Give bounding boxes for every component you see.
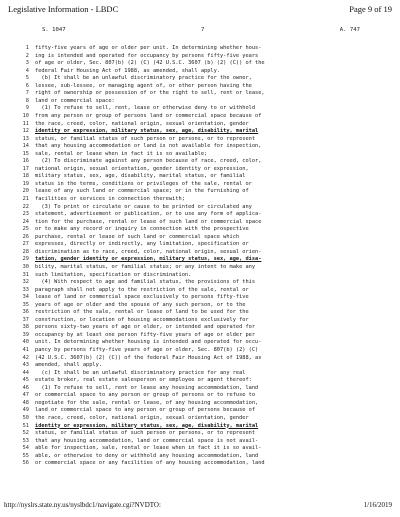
bill-text (17, 44, 379, 474)
line-number: 19 (22, 180, 29, 187)
line-number: 27 (22, 241, 29, 248)
line-text: occupancy by at least one person fifty-five years of age or older per (35, 331, 256, 338)
line-number: 52 (22, 430, 29, 437)
line-text: land or commercial space: (35, 97, 115, 104)
line-text: discrimination as to race, creed, color, national origin, sexual orien- (35, 248, 262, 255)
line-number: 25 (22, 226, 29, 233)
line-number: 30 (22, 263, 29, 270)
line-text: able for inspection, sale, rental or lease when in fact it is so avail- (35, 445, 262, 452)
line-text: able, or otherwise to deny or withhold any housing accommodation, land (35, 452, 259, 459)
line-number: 18 (22, 173, 29, 180)
page-count: Page 9 of 19 (349, 4, 392, 14)
line-number: 2 (25, 52, 29, 59)
line-number: 38 (22, 324, 29, 331)
line-number: 23 (22, 211, 29, 218)
browser-print-header (8, 4, 392, 16)
line-text: lease of any such land or commercial space; or in the furnishing of (35, 188, 249, 195)
line-number: 35 (22, 301, 29, 308)
line-text: tation, gender identity or expression, military status, sex, age, disa- (35, 256, 262, 263)
line-number: 29 (22, 256, 29, 263)
line-text: the race, creed, color, national origin, sexual orientation, gender (35, 120, 249, 127)
line-number: 1 (25, 45, 29, 51)
line-text: facilities or services in connection therewith; (35, 196, 185, 202)
line-number: 21 (22, 196, 29, 202)
line-number: 32 (22, 279, 29, 286)
line-number: 17 (22, 165, 29, 172)
line-text: status, or familial status of such person or persons, or to represent (35, 135, 256, 142)
line-text: negotiate for the sale, rental or lease, of any housing accommodation, (35, 399, 259, 406)
line-number: 48 (22, 399, 29, 406)
line-text: (3) To print or circulate or cause to be printed or circulated any (35, 203, 252, 210)
line-number: 56 (22, 460, 29, 467)
line-text: (2) To discriminate against any person because of race, creed, color, (35, 158, 262, 165)
line-number: 28 (22, 248, 29, 255)
line-number: 50 (22, 414, 29, 421)
line-number: 14 (22, 143, 29, 150)
line-text: (1) To refuse to sell, rent, lease or otherwise deny to or withhold (35, 105, 256, 112)
page-url: http://nyslrs.state.ny.us/nyslbdc1/navigate.cgi?NVDTO: (4, 501, 161, 509)
line-text: such limitation, specification or discrimination. (35, 271, 192, 278)
line-text: from any person or group of persons land or commercial space because of (35, 112, 262, 119)
line-number: 7 (25, 90, 29, 97)
line-text: (c) It shall be an unlawful discriminatory practice for any real (35, 369, 246, 376)
line-number: 37 (22, 316, 29, 323)
line-text: land or commercial space to any person or group of persons because of (35, 407, 256, 414)
line-text: military status, sex, age, disability, marital status, or familial (35, 173, 246, 180)
line-text: (42 U.S.C. 3607(b) (2) (C)) of the federal Fair Housing Act of 1988, as (35, 354, 262, 361)
line-text: that any housing accommodation or land is not available for inspection, (35, 143, 262, 150)
line-text: (4) With respect to age and familial status, the provisions of this (35, 279, 256, 286)
line-text: right of ownership or possession of or the right to sell, rent or lease, (35, 90, 265, 97)
line-number: 55 (22, 452, 29, 459)
line-number: 49 (22, 407, 29, 414)
line-number: 53 (22, 437, 29, 444)
line-number: 31 (22, 271, 29, 278)
line-text: construction, or location of housing accommodations exclusively for (35, 316, 249, 323)
line-number: 10 (22, 112, 29, 119)
line-text: unit. In determining whether housing is intended and operated for occu- (35, 339, 262, 346)
senate-bill-number: S. 1047 (42, 27, 66, 33)
line-text: expresses, directly or indirectly, any limitation, specification or (35, 241, 249, 248)
line-number: 22 (22, 203, 29, 210)
line-number: 42 (22, 354, 29, 361)
bill-line (17, 459, 379, 467)
line-number: 46 (22, 384, 29, 391)
line-text: statement, advertisement or publication, or to use any form of applica- (35, 211, 262, 218)
line-number: 43 (22, 362, 29, 369)
line-text: status, or familial status of such person or persons, or to represent (35, 430, 256, 437)
line-text: ing is intended and operated for occupancy by persons fifty-five years (35, 52, 259, 59)
line-number: 13 (22, 135, 29, 142)
line-text: status in the terms, conditions or privileges of the sale, rental or (35, 180, 252, 187)
line-text: sale, rental or lease when in fact it is so available; (35, 150, 208, 157)
line-text: of age or older, Sec. 807(b) (2) (C) (42 U.S.C. 3607 (b) (2) (C)) of the (35, 60, 265, 67)
line-number: 4 (25, 67, 29, 74)
site-title: Legislative Information - LBDC (8, 4, 119, 14)
bill-header (26, 27, 360, 37)
line-number: 20 (22, 188, 29, 195)
line-number: 51 (22, 422, 29, 429)
line-text: persons sixty-two years of age or older, or intended and operated for (35, 324, 256, 331)
assembly-bill-number: A. 747 (339, 27, 360, 33)
line-number: 34 (22, 294, 29, 301)
line-text: paragraph shall not apply to the restriction of the sale, rental or (35, 286, 249, 293)
line-number: 16 (22, 158, 29, 165)
line-number: 54 (22, 445, 29, 452)
line-number: 5 (25, 75, 29, 82)
line-text: amended, shall apply. (35, 362, 102, 369)
line-text: federal Fair Housing Act of 1988, as amended, shall apply. (35, 67, 220, 74)
line-number: 3 (25, 60, 29, 67)
line-number: 39 (22, 331, 29, 338)
line-number: 11 (22, 120, 29, 127)
line-text: pancy by persons fifty-five years of age or older, Sec. 807(b) (2) (C) (35, 347, 259, 353)
line-text: national origin, sexual orientation, gender identity or expression, (35, 165, 249, 172)
line-number: 45 (22, 377, 29, 384)
line-text: purchase, rental or lease of such land or commercial space which (35, 233, 240, 240)
line-number: 41 (22, 347, 29, 353)
line-text: identity or expression, military status, sex, age, disability, marital (35, 128, 259, 135)
line-text: (b) It shall be an unlawful discriminatory practice for the owner, (35, 75, 252, 82)
line-number: 6 (25, 82, 29, 89)
line-text: bility, marital status, or familial status; or any intent to make any (35, 263, 256, 270)
line-text: (1) To refuse to sell, rent or lease any housing accommodation, land (35, 384, 259, 391)
line-text: or commercial space to any person or group of persons or to refuse to (35, 392, 256, 399)
print-date: 1/16/2019 (363, 501, 392, 509)
line-text: tion for the purchase, rental or lease of such land or commercial space (35, 218, 262, 225)
line-text: that any housing accommodation, land or commercial space is not avail- (35, 437, 259, 444)
line-number: 24 (22, 218, 29, 225)
line-number: 26 (22, 233, 29, 240)
line-number: 36 (22, 309, 29, 316)
line-text: or commercial space or any facilities of any housing accommodation, land (35, 460, 265, 467)
line-text: restriction of the sale, rental or lease of land to be used for the (35, 309, 249, 316)
line-text: fifty-five years of age or older per unit. In determining whether hous- (35, 45, 262, 51)
line-number: 8 (25, 97, 29, 104)
line-text: estate broker, real estate salesperson or employee or agent thereof: (35, 377, 252, 384)
line-number: 9 (25, 105, 29, 112)
line-text: or to make any record or inquiry in connection with the prospective (35, 226, 249, 233)
line-text: years of age or older and the spouse of any such person, or to the (35, 301, 246, 308)
line-number: 33 (22, 286, 29, 293)
line-number: 40 (22, 339, 29, 346)
line-text: identity or expression, military status, sex, age, disability, marital (35, 422, 259, 429)
line-text: lessee, sub-lessee, or managing agent of, or other person having the (35, 82, 252, 89)
bill-page-number: 7 (201, 27, 205, 33)
browser-print-footer (4, 501, 392, 511)
line-number: 44 (22, 369, 29, 376)
line-number: 15 (22, 150, 29, 157)
line-number: 47 (22, 392, 29, 399)
line-text: lease of land or commercial space exclusively to persons fifty-five (35, 294, 249, 301)
line-text: the race, creed, color, national origin, sexual orientation, gender (35, 414, 249, 421)
line-number: 12 (22, 128, 29, 135)
